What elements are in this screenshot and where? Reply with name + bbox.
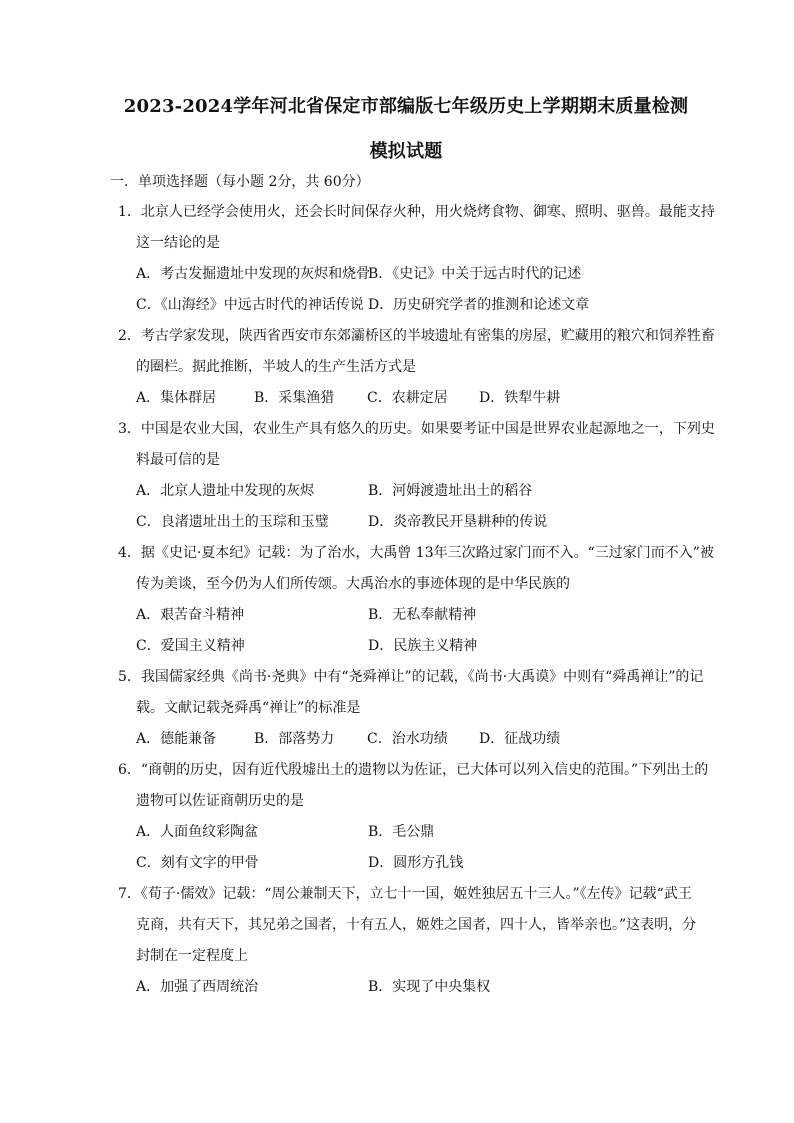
question-text: 克商，共有天下，其兄弟之国者，十有五人，姬姓之国者，四十人，皆举亲也。”这表明，分 [136,917,697,933]
option-b: B．河姆渡遗址出土的稻谷 [368,483,533,499]
question-text: 料最可信的是 [136,452,220,468]
section-heading: 一．单项选择题（每小题 2分，共 60分） [110,174,370,190]
option-a: A．加强了西周统治 [136,979,259,995]
option-row [118,817,694,848]
question-text: 这一结论的是 [136,235,220,251]
question-1 [118,197,715,321]
question-text: 封制在一定程度上 [136,948,248,964]
question-text: 3．中国是农业大国，农业生产具有悠久的历史。如果要考证中国是世界农业起源地之一，下列史 [118,421,715,437]
option-c: C．爱国主义精神 [136,638,245,654]
question-2 [118,321,715,414]
option-c: C．刻有文字的甲骨 [136,855,259,871]
option-b: B．部落势力 [254,731,335,747]
doc-title-line-2: 模拟试题 [369,141,443,162]
option-b: B．采集渔猎 [254,390,335,406]
question-text: 2．考古学家发现，陕西省西安市东郊灞桥区的半坡遗址有密集的房屋，贮藏用的粮穴和饲养牲畜 [118,328,715,344]
option-row [118,631,694,662]
option-a: A．人面鱼纹彩陶盆 [136,824,259,840]
question-text: 遗物可以佐证商朝历史的是 [136,793,304,809]
option-d: D．铁犁牛耕 [479,390,561,406]
question-text: 1．北京人已经学会使用火，还会长时间保存火种，用火烧烤食物、御寒、照明、驱兽。最能支持 [118,204,715,220]
option-c: C．治水功绩 [367,731,448,747]
option-row [118,972,694,1003]
option-d: D．历史研究学者的推测和论述文章 [368,297,590,313]
option-d: D．征战功绩 [479,731,561,747]
option-b: B．无私奉献精神 [368,607,477,623]
question-text: 的圈栏。据此推断，半坡人的生产生活方式是 [136,359,416,375]
option-row [118,383,694,414]
option-c: C．农耕定居 [367,390,448,406]
option-row [118,259,694,290]
option-row [118,848,694,879]
option-b: B．实现了中央集权 [368,979,491,995]
option-c: C．良渚遗址出土的玉琮和玉璧 [136,514,329,530]
option-row [118,290,694,321]
question-6 [118,755,709,879]
question-5 [118,662,704,755]
question-text: 载。文献记载尧舜禹“禅让”的标准是 [136,700,361,716]
question-text: 7．《荀子·儒效》记载：“周公兼制天下，立七十一国，姬姓独居五十三人。”《左传》记载“武王 [118,886,692,902]
option-row [118,507,694,538]
option-c: C．《山海经》中远古时代的神话传说 [136,297,364,313]
option-b: B．《史记》中关于远古时代的记述 [368,266,582,282]
option-d: D．民族主义精神 [368,638,478,654]
question-3 [118,414,715,538]
option-b: B．毛公鼎 [368,824,435,840]
option-a: A．考古发掘遗址中发现的灰烬和烧骨 [136,266,371,282]
option-d: D．圆形方孔钱 [368,855,464,871]
question-text: 6．“商朝的历史，因有近代殷墟出土的遗物以为佐证，已大体可以列入信史的范围。”下列出土的 [118,762,709,778]
question-4 [118,538,714,662]
question-text: 传为美谈，至今仍为人们所传颂。大禹治水的事迹体现的是中华民族的 [136,576,570,592]
question-7 [118,879,697,1003]
option-a: A．德能兼备 [136,731,217,747]
option-a: A．北京人遗址中发现的灰烬 [136,483,315,499]
doc-title-line-1: 2023-2024学年河北省保定市部编版七年级历史上学期期末质量检测 [123,96,689,117]
option-row [118,600,694,631]
option-row [118,724,694,755]
option-a: A．艰苦奋斗精神 [136,607,245,623]
option-row [118,476,694,507]
question-text: 5．我国儒家经典《尚书·尧典》中有“尧舜禅让”的记载，《尚书·大禹谟》中则有“舜禹禅让”的记 [118,669,704,685]
option-d: D．炎帝教民开垦耕种的传说 [368,514,548,530]
question-text: 4．据《史记·夏本纪》记载：为了治水，大禹曾 13年三次路过家门而不入。“三过家门而不入”被 [118,545,714,561]
option-a: A．集体群居 [136,390,217,406]
